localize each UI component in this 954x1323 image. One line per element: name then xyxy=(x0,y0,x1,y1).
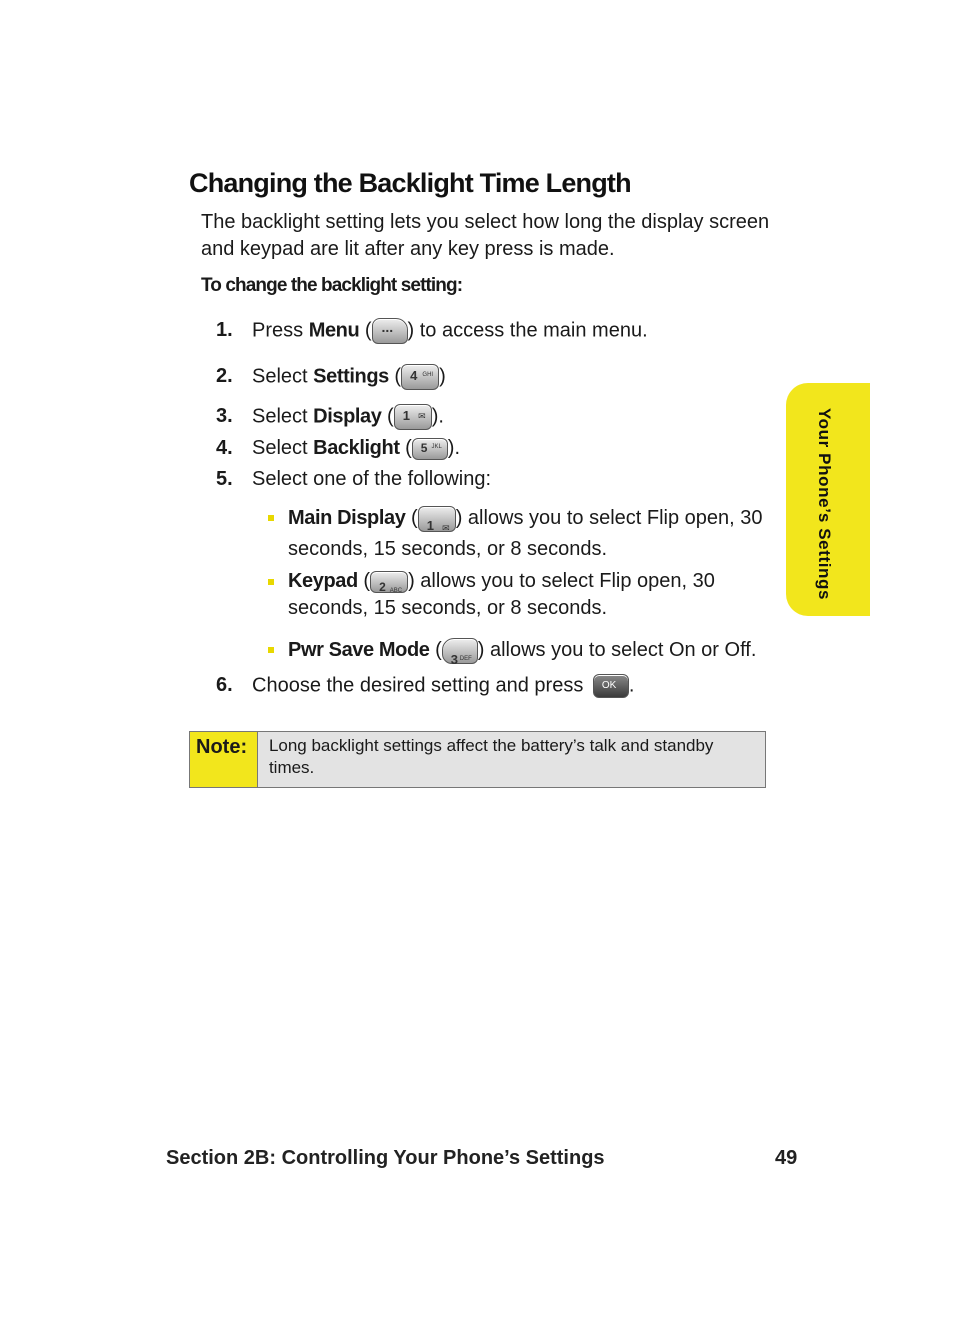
step-keyword: Menu xyxy=(308,319,360,342)
key-1-icon: 1 ✉ xyxy=(418,506,456,532)
bullet-square xyxy=(268,647,274,653)
key-5-icon: 5 JKL xyxy=(412,438,448,460)
page-title: Changing the Backlight Time Length xyxy=(189,168,631,198)
step-4: 4. Select Backlight ( 5 JKL ). xyxy=(216,437,461,459)
key-2-icon: 2 ABC xyxy=(370,571,408,593)
side-tab-label: Your Phone’s Settings xyxy=(815,408,834,601)
option-main-display: Main Display ( 1 ✉ ) allows you to select Flip open, 30 seconds, 15 seconds, or 8 seconds. xyxy=(268,503,778,565)
note-text: Long backlight settings affect the battery’s talk and standby times. xyxy=(268,736,714,777)
bullet-square xyxy=(268,515,274,521)
option-pwr-save-mode: Pwr Save Mode ( 3 DEF ) allows you to select On or Off. xyxy=(268,635,778,666)
step-keyword: Settings xyxy=(313,365,389,388)
page-number: 49 xyxy=(775,1147,798,1169)
step-number: 2. xyxy=(216,365,233,388)
key-4-icon: 4 GHI xyxy=(401,364,439,390)
bullet-square xyxy=(268,579,274,585)
step-5: 5. Select one of the following: xyxy=(216,468,492,490)
option-keypad: Keypad ( 2 ABC ) allows you to select Flip open, 30 seconds, 15 seconds, or 8 seconds. xyxy=(268,568,778,622)
step-number: 6. xyxy=(216,674,233,697)
step-number: 5. xyxy=(216,468,233,490)
note-label: Note: xyxy=(190,732,258,787)
step-number: 4. xyxy=(216,437,233,459)
key-3-icon: 3 DEF xyxy=(442,638,478,664)
section-side-tab xyxy=(786,383,870,616)
intro-paragraph: The backlight setting lets you select how long the display screen and keypad are lit after any key press is made. xyxy=(201,211,770,260)
note-box xyxy=(189,731,766,788)
menu-key-icon: ... xyxy=(372,318,408,344)
key-1-icon: 1 ✉ xyxy=(394,404,432,430)
step-number: 1. xyxy=(216,319,233,342)
step-6: 6. Choose the desired setting and press OK . xyxy=(216,674,635,697)
step-1: 1. Press Menu ( ... ) to access the main menu. xyxy=(216,318,648,344)
step-3: 3. Select Display ( 1 ✉ ). xyxy=(216,404,444,430)
step-keyword: Backlight xyxy=(313,437,400,459)
ok-key-icon: OK xyxy=(593,674,629,698)
footer-section-title: Section 2B: Controlling Your Phone’s Settings xyxy=(166,1147,605,1169)
step-2: 2. Select Settings ( 4 GHI ) xyxy=(216,364,446,390)
step-keyword: Display xyxy=(313,405,382,428)
step-number: 3. xyxy=(216,405,233,428)
procedure-heading: To change the backlight setting: xyxy=(201,275,463,296)
